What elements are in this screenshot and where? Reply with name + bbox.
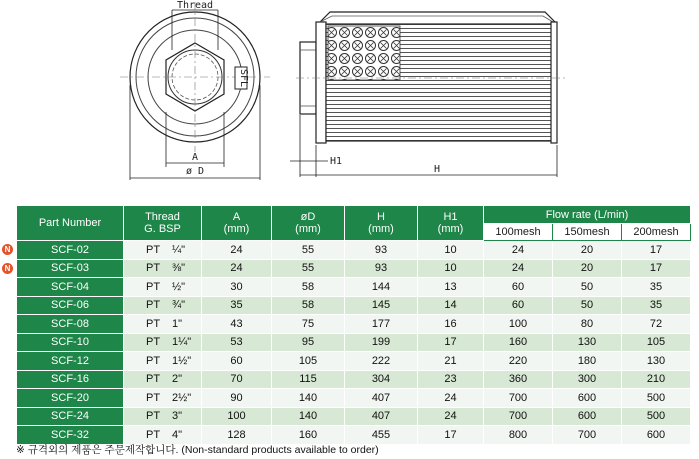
f200-cell: 17 — [622, 241, 691, 260]
header-flow-rate: Flow rate (L/min) — [484, 206, 691, 224]
side-view — [290, 12, 565, 177]
thread-size: ¼" — [172, 243, 186, 256]
thread-size: ⅜" — [172, 262, 186, 275]
thread-cell — [124, 389, 202, 408]
a-cell: 128 — [202, 426, 272, 445]
h-cell: 407 — [345, 407, 418, 426]
technical-drawing — [0, 0, 699, 190]
f200-cell: 210 — [622, 370, 691, 389]
header-100mesh: 100mesh — [484, 224, 553, 241]
part-number-cell: SCF-08 — [17, 315, 124, 334]
f100-cell: 24 — [484, 259, 553, 278]
thread-size: 2" — [172, 373, 183, 386]
h1-cell: 17 — [418, 426, 484, 445]
thread-prefix: PT — [146, 391, 161, 404]
h1-cell: 16 — [418, 315, 484, 334]
thread-cell — [124, 278, 202, 297]
h-cell: 144 — [345, 278, 418, 297]
od-cell: 55 — [272, 241, 345, 260]
hex-mark-plate — [235, 67, 249, 89]
h1-cell: 13 — [418, 278, 484, 297]
f100-cell: 700 — [484, 407, 553, 426]
f100-cell: 60 — [484, 278, 553, 297]
thread-prefix: PT — [146, 336, 161, 349]
part-number-cell: SCF-03 — [17, 259, 124, 278]
f100-cell: 360 — [484, 370, 553, 389]
a-cell: 60 — [202, 352, 272, 371]
thread-prefix: PT — [146, 428, 161, 441]
f100-cell: 24 — [484, 241, 553, 260]
od-cell: 140 — [272, 407, 345, 426]
header-h1: H1 (mm) — [418, 206, 484, 241]
header-od: øD (mm) — [272, 206, 345, 241]
f200-cell: 35 — [622, 296, 691, 315]
part-number-cell: SCF-12 — [17, 352, 124, 371]
thread-size: ½" — [172, 280, 186, 293]
thread-size: ¾" — [172, 299, 186, 312]
thread-size: 1" — [172, 317, 183, 330]
thread-size: 2½" — [172, 391, 192, 404]
a-cell: 100 — [202, 407, 272, 426]
h-cell: 407 — [345, 389, 418, 408]
header-200mesh: 200mesh — [622, 224, 691, 241]
f200-cell: 105 — [622, 333, 691, 352]
h1-cell: 10 — [418, 241, 484, 260]
table-row — [17, 389, 691, 408]
part-number-cell: SCF-06 — [17, 296, 124, 315]
a-cell: 53 — [202, 333, 272, 352]
od-cell: 160 — [272, 426, 345, 445]
dim-h-label: H — [433, 164, 441, 175]
f200-cell: 72 — [622, 315, 691, 334]
table-row — [17, 352, 691, 371]
a-cell: 43 — [202, 315, 272, 334]
h-cell: 93 — [345, 241, 418, 260]
f200-cell: 500 — [622, 407, 691, 426]
table-row — [17, 333, 691, 352]
h1-cell: 21 — [418, 352, 484, 371]
h-cell: 222 — [345, 352, 418, 371]
f150-cell: 180 — [553, 352, 622, 371]
a-cell: 30 — [202, 278, 272, 297]
h-cell: 199 — [345, 333, 418, 352]
part-number-cell: SCF-04 — [17, 278, 124, 297]
f200-cell: 17 — [622, 259, 691, 278]
f150-cell: 20 — [553, 259, 622, 278]
f100-cell: 60 — [484, 296, 553, 315]
new-badge: N — [2, 263, 13, 274]
thread-cell — [124, 407, 202, 426]
header-a: A (mm) — [202, 206, 272, 241]
f150-cell: 300 — [553, 370, 622, 389]
thread-prefix: PT — [146, 317, 161, 330]
f150-cell: 600 — [553, 407, 622, 426]
f100-cell: 160 — [484, 333, 553, 352]
footnote: ※ 규격외의 제품은 주문제작합니다. (Non-standard products available to order) — [16, 444, 379, 456]
od-cell: 55 — [272, 259, 345, 278]
spec-table — [16, 205, 691, 445]
a-cell: 24 — [202, 259, 272, 278]
thread-prefix: PT — [146, 280, 161, 293]
h1-cell: 23 — [418, 370, 484, 389]
thread-prefix: PT — [146, 354, 161, 367]
od-cell: 58 — [272, 296, 345, 315]
header-150mesh: 150mesh — [553, 224, 622, 241]
h1-cell: 24 — [418, 407, 484, 426]
h-cell: 177 — [345, 315, 418, 334]
od-cell: 105 — [272, 352, 345, 371]
new-badge: N — [2, 244, 13, 255]
part-number-cell: SCF-02 — [17, 241, 124, 260]
a-cell: 24 — [202, 241, 272, 260]
h1-cell: 14 — [418, 296, 484, 315]
dim-h1-label: H1 — [329, 156, 343, 167]
f150-cell: 130 — [553, 333, 622, 352]
h-cell: 93 — [345, 259, 418, 278]
h-cell: 455 — [345, 426, 418, 445]
od-cell: 140 — [272, 389, 345, 408]
f150-cell: 600 — [553, 389, 622, 408]
header-thread: Thread G. BSP — [124, 206, 202, 241]
od-cell: 75 — [272, 315, 345, 334]
f200-cell: 35 — [622, 278, 691, 297]
table-row — [17, 278, 691, 297]
dim-od-label: ø D — [185, 166, 205, 177]
a-cell: 90 — [202, 389, 272, 408]
od-cell: 95 — [272, 333, 345, 352]
h1-cell: 10 — [418, 259, 484, 278]
part-number-cell: SCF-20 — [17, 389, 124, 408]
h1-cell: 24 — [418, 389, 484, 408]
f200-cell: 500 — [622, 389, 691, 408]
table-row — [17, 296, 691, 315]
table-row — [17, 315, 691, 334]
a-cell: 35 — [202, 296, 272, 315]
thread-cell — [124, 259, 202, 278]
dim-a-label: A — [191, 152, 199, 163]
thread-cell — [124, 352, 202, 371]
f150-cell: 50 — [553, 278, 622, 297]
table-row — [17, 407, 691, 426]
thread-prefix: PT — [146, 299, 161, 312]
thread-cell — [124, 370, 202, 389]
thread-label: Thread — [176, 0, 214, 11]
spec-table-body — [17, 241, 691, 445]
table-row — [17, 259, 691, 278]
header-part-number: Part Number — [17, 206, 124, 241]
h-cell: 145 — [345, 296, 418, 315]
f100-cell: 100 — [484, 315, 553, 334]
table-row — [17, 241, 691, 260]
f200-cell: 600 — [622, 426, 691, 445]
f150-cell: 80 — [553, 315, 622, 334]
thread-prefix: PT — [146, 410, 161, 423]
f100-cell: 700 — [484, 389, 553, 408]
part-number-cell: SCF-16 — [17, 370, 124, 389]
part-number-cell: SCF-32 — [17, 426, 124, 445]
part-number-cell: SCF-10 — [17, 333, 124, 352]
f100-cell: 800 — [484, 426, 553, 445]
f150-cell: 700 — [553, 426, 622, 445]
h-cell: 304 — [345, 370, 418, 389]
hex-mark-text: SFL — [238, 68, 249, 88]
thread-cell — [124, 315, 202, 334]
part-number-cell: SCF-24 — [17, 407, 124, 426]
thread-prefix: PT — [146, 373, 161, 386]
f150-cell: 20 — [553, 241, 622, 260]
front-view — [120, 0, 270, 180]
thread-size: 1½" — [172, 354, 192, 367]
f100-cell: 220 — [484, 352, 553, 371]
thread-cell — [124, 241, 202, 260]
header-h: H (mm) — [345, 206, 418, 241]
table-row — [17, 370, 691, 389]
f150-cell: 50 — [553, 296, 622, 315]
thread-cell — [124, 296, 202, 315]
f200-cell: 130 — [622, 352, 691, 371]
thread-size: 4" — [172, 428, 183, 441]
thread-prefix: PT — [146, 262, 161, 275]
a-cell: 70 — [202, 370, 272, 389]
thread-size: 3" — [172, 410, 183, 423]
thread-size: 1¼" — [172, 336, 192, 349]
h1-cell: 17 — [418, 333, 484, 352]
od-cell: 115 — [272, 370, 345, 389]
od-cell: 58 — [272, 278, 345, 297]
thread-cell — [124, 333, 202, 352]
thread-prefix: PT — [146, 243, 161, 256]
